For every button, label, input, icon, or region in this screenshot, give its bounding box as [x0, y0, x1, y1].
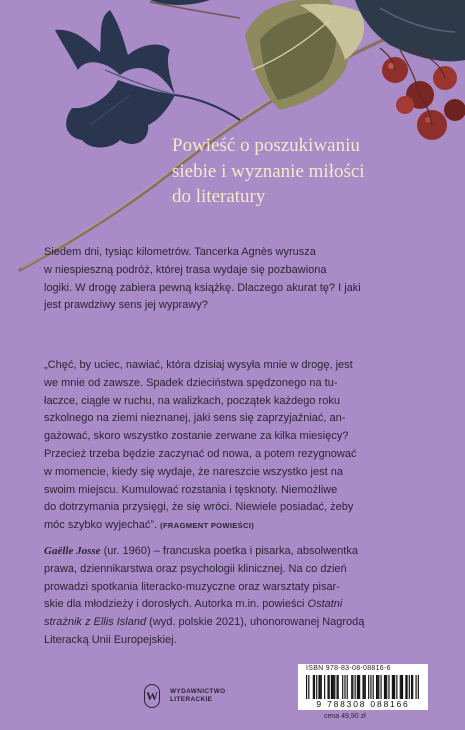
intro-line: jest prawdziwy sens jej wyprawy? [44, 299, 208, 312]
barcode-bar [332, 675, 333, 699]
barcode-bar [358, 675, 359, 699]
tagline-line: Powieść o poszukiwaniu [172, 135, 360, 156]
bio-line [44, 543, 432, 561]
barcode-bar [316, 675, 317, 699]
barcode-bar [400, 675, 401, 699]
barcode-icon [306, 675, 420, 699]
barcode-bar [320, 675, 321, 699]
author-name: Gaëlle Josse [44, 545, 101, 557]
quote-paragraph [44, 357, 432, 535]
quote-line: gażować, skoro wszystko zostanie zerwane za kilka miesięcy? [44, 430, 349, 443]
barcode-bar [306, 675, 307, 699]
barcode-bar [402, 675, 403, 699]
quote-line: „Chęć, by uciec, nawiać, która dzisiaj wysyła mnie w drogę, jest [44, 359, 353, 371]
publisher-name-line: WYDAWNICTWO [170, 688, 226, 695]
barcode-bar [344, 675, 345, 699]
barcode-bar [396, 675, 397, 699]
publisher-name [170, 688, 226, 704]
intro-paragraph [44, 244, 432, 315]
barcode-bar [370, 675, 371, 699]
barcode-bar [418, 675, 419, 699]
barcode-bar [411, 675, 412, 699]
bio-line: Literacką Unii Europejskiej. [44, 633, 177, 646]
quote-line: w momencie, kiedy się wydaje, że nareszcie wszystko jest na [44, 465, 343, 478]
intro-line: w niespieszną podróż, której trasa wydaje się pozbawiona [44, 263, 327, 276]
barcode-bar [368, 675, 369, 699]
barcode-panel [298, 664, 428, 710]
barcode-bar [308, 675, 309, 699]
barcode-bar [386, 675, 387, 699]
barcode-bar [334, 675, 335, 699]
barcode-bar [406, 675, 407, 699]
barcode-bar [364, 675, 365, 699]
barcode-bar [359, 675, 360, 699]
barcode-bar [377, 675, 378, 699]
barcode-bar [373, 675, 374, 699]
barcode-bar [381, 675, 382, 699]
quote-line-last [44, 517, 432, 535]
barcode-bar [394, 675, 395, 699]
intro-line: Siedem dni, tysiąc kilometrów. Tancerka Agnès wyrusza [44, 246, 316, 258]
dark-leaf [55, 10, 175, 148]
author-bio [44, 543, 432, 650]
barcode-bar [333, 675, 334, 699]
tagline [172, 133, 432, 210]
bio-text: (wyd. polskie 2021), uhonorowanej Nagrodą [146, 616, 365, 629]
quote-line: we mnie od zawsze. Spadek dzieciństwa spędzonego na tu- [44, 376, 338, 389]
tagline-line: do literatury [172, 186, 266, 207]
barcode-bar [331, 675, 332, 699]
intro-line: logiki. W drogę zabiera pewną książkę. Dlaczego akurat tę? I jaki [44, 281, 361, 294]
quote-line: Przecież trzeba będzie zaczynać od nowa, a potem rezygnować [44, 447, 357, 460]
bio-line: prawa, dziennikarstwa oraz psychologii klinicznej. Na co dzień [44, 562, 347, 575]
barcode-bar [385, 675, 386, 699]
barcode-bar [355, 675, 356, 699]
barcode-bar [318, 675, 319, 699]
barcode-bar [393, 675, 394, 699]
tagline-line: siebie i wyznanie miłości [172, 160, 365, 182]
quote-line: łaczce, ciągle w ruchu, na walizkach, początek każdego roku [44, 394, 340, 407]
publisher-name-line: LITERACKIE [170, 696, 213, 703]
barcode-bar [321, 675, 322, 699]
bio-line [44, 614, 432, 632]
publisher-logo [144, 681, 226, 711]
barcode-bar [342, 675, 343, 699]
barcode-bar [388, 675, 389, 699]
book-title-part: Ostatni [307, 598, 343, 611]
isbn-label: ISBN 978-83-08-08816-6 [306, 665, 391, 672]
barcode-bar [376, 675, 377, 699]
barcode-bar [327, 675, 328, 699]
bio-text: (ur. 1960) – francuska poetka i pisarka, absolwentka [100, 545, 358, 557]
book-title-part: strażnik z Ellis Island [44, 616, 147, 629]
barcode-bar [352, 675, 353, 699]
barcode-bar [347, 675, 348, 699]
barcode-bar [378, 675, 379, 699]
quote-line: swoim miejscu. Kumulować rozstania i tęsknoty. Niemożliwe [44, 483, 338, 496]
bio-line: prowadzi spotkania literacko-muzyczne oraz warsztaty pisar- [44, 580, 340, 593]
bio-text: skie dla młodzieży i dorosłych. Autorka m.in. powieści [44, 598, 305, 611]
barcode-bar [338, 675, 339, 699]
barcode-bar [313, 675, 314, 699]
thin-stem [150, 2, 240, 18]
publisher-emblem-icon: W [144, 684, 160, 708]
barcode-bar [329, 675, 330, 699]
barcode-bar [405, 675, 406, 699]
barcode-bar [409, 675, 410, 699]
quote-text: móc szybko wyjechać”. [44, 519, 158, 532]
barcode-bar [392, 675, 393, 699]
fragment-label: (FRAGMENT POWIEŚCI) [160, 521, 255, 531]
barcode-bar [324, 675, 325, 699]
barcode-bar [365, 675, 366, 699]
barcode-bar [351, 675, 352, 699]
barcode-bar [401, 675, 402, 699]
quote-line: szkolnego na ziemi nieznanej, jaki sens się zaprzyjaźniać, an- [44, 412, 346, 425]
barcode-bar [384, 675, 385, 699]
barcode-digits: 9 788308 088166 [316, 699, 410, 709]
quote-line: do dotrzymania przysięgi, że się wróci. Niewiele posiadać, żeby [44, 501, 354, 514]
barcode-bar [415, 675, 416, 699]
dark-leaf-right [355, 0, 465, 61]
barcode-bar [357, 675, 358, 699]
bio-line [44, 596, 432, 614]
barcode-bar [314, 675, 315, 699]
barcode-bar [362, 675, 363, 699]
leaf-stem [175, 95, 240, 120]
barcode-bar [336, 675, 337, 699]
price-label: cena 49,90 zł [324, 713, 366, 720]
barcode-bar [412, 675, 413, 699]
